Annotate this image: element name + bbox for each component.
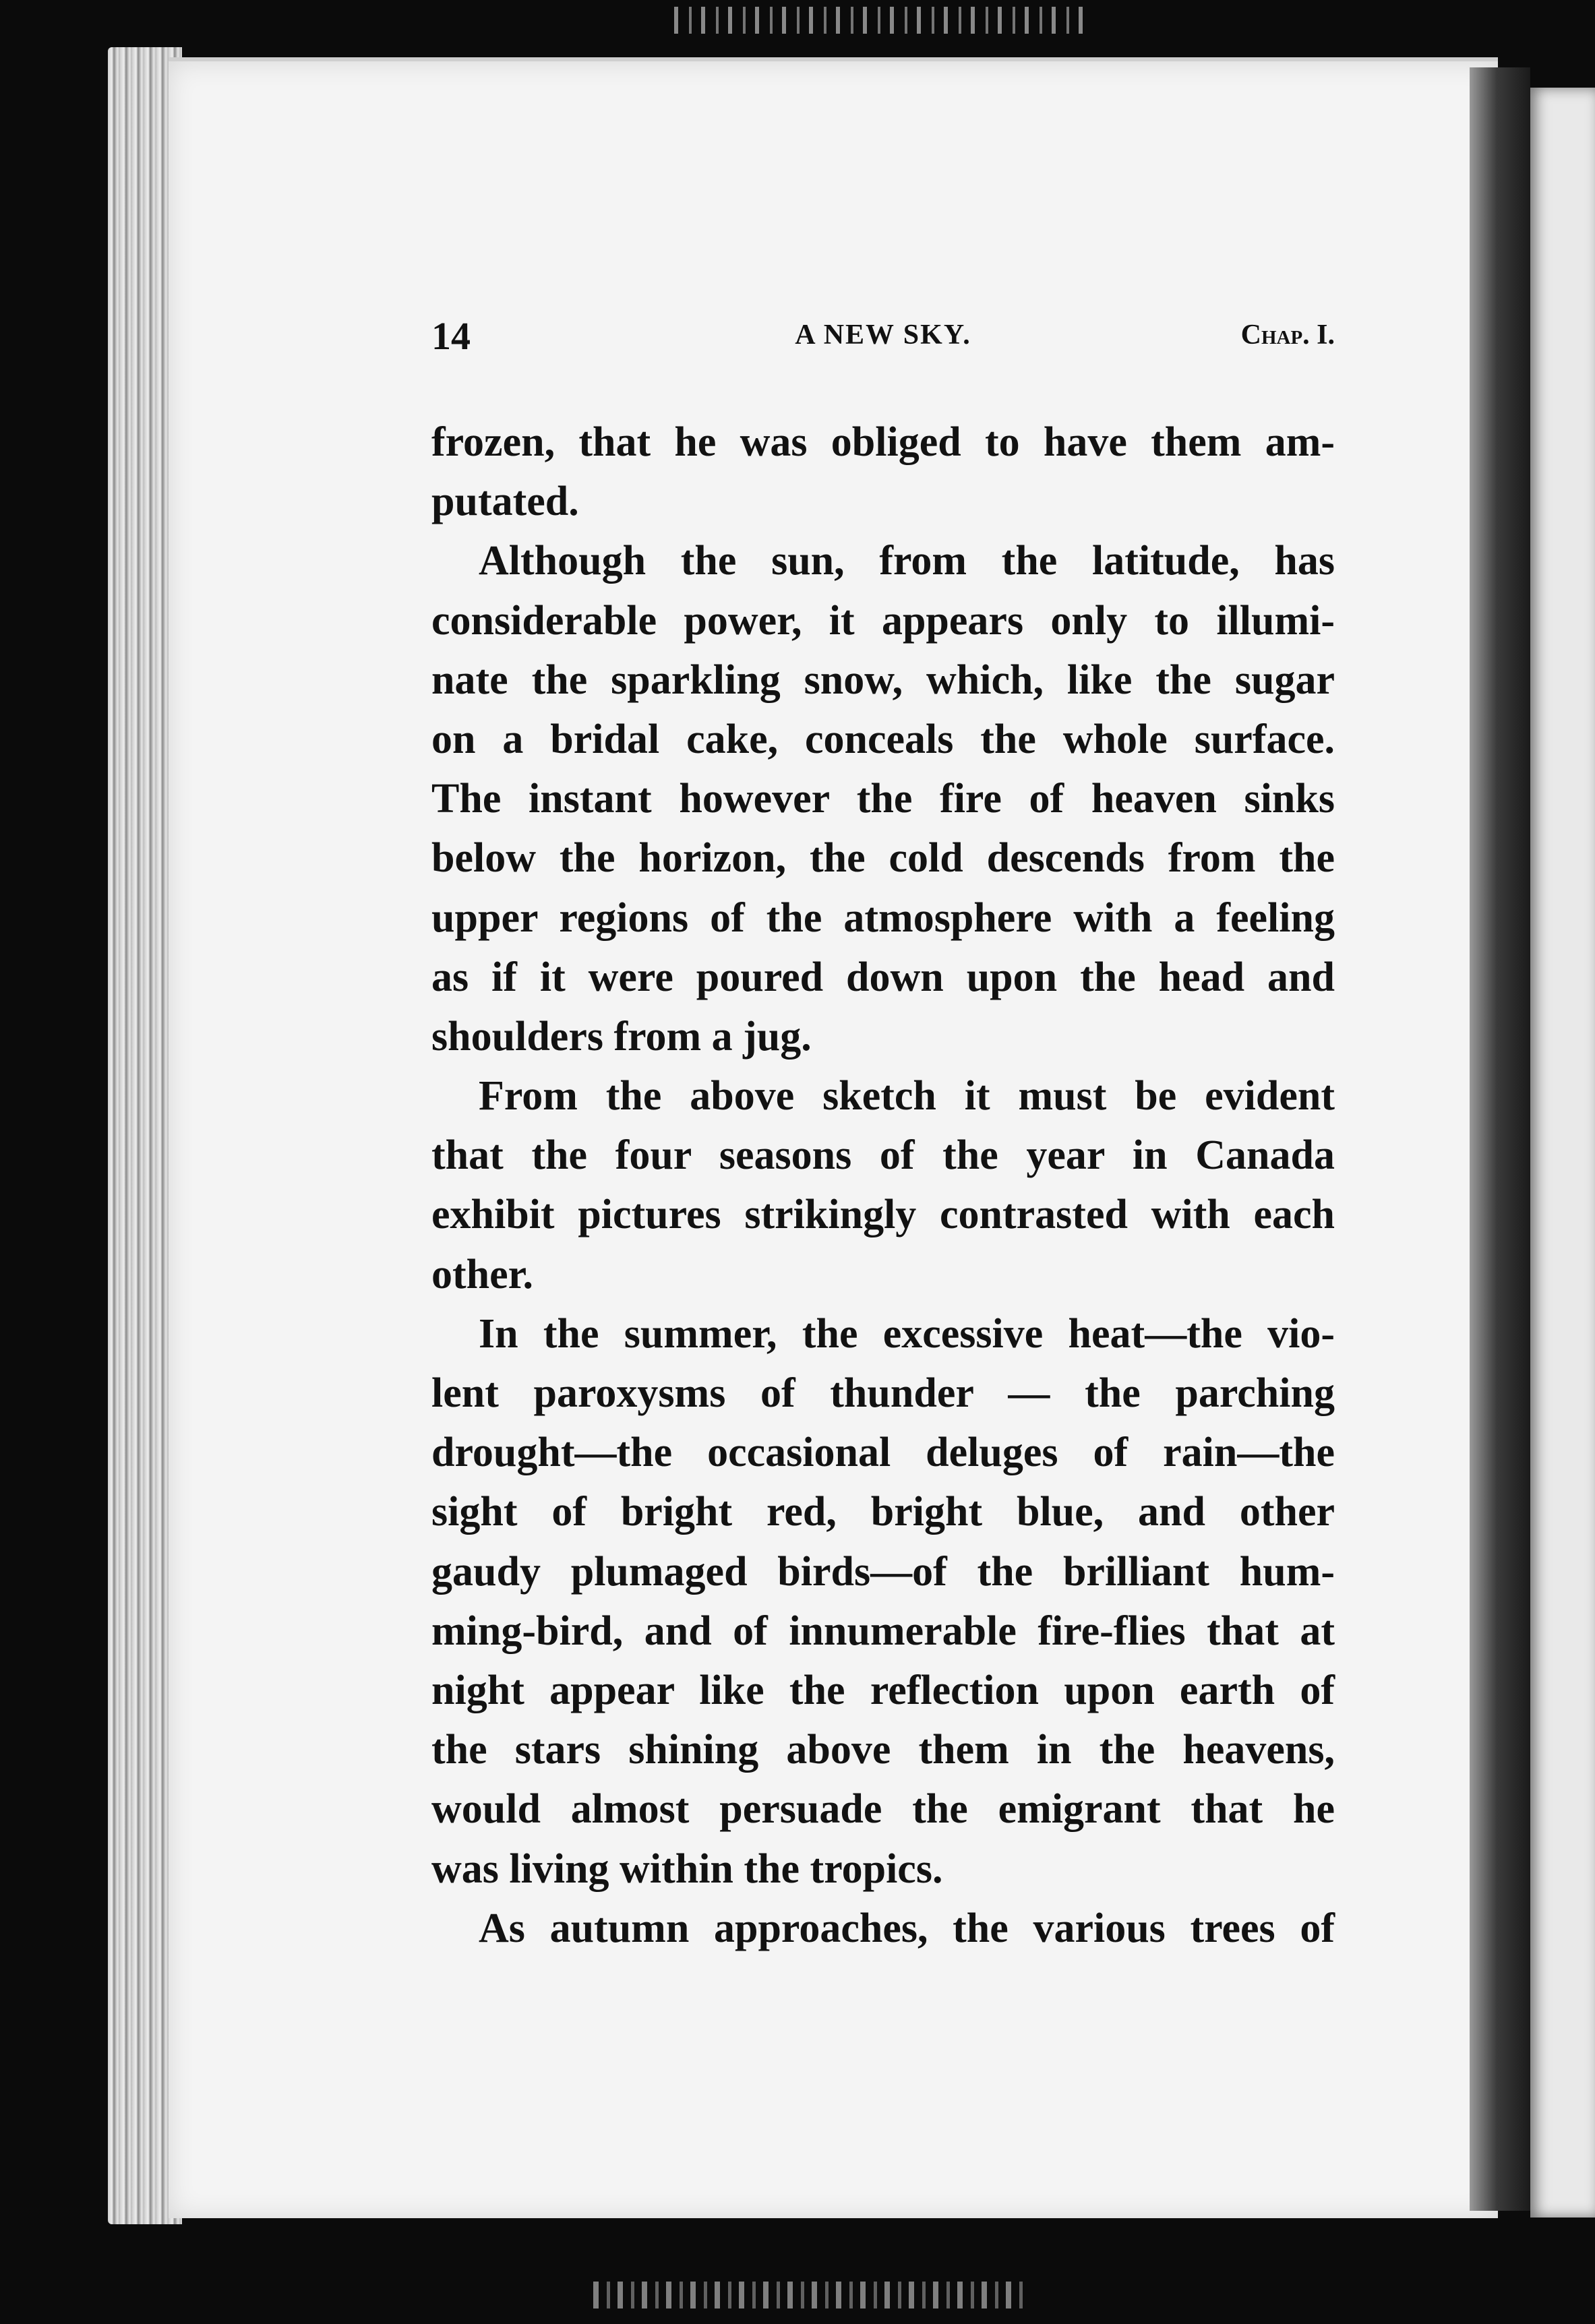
- text-line: would almost persuade the emigrant that he: [431, 1786, 1335, 1833]
- running-header: [431, 313, 1335, 361]
- text-line: sight of bright red, bright blue, and other: [431, 1489, 1335, 1535]
- text-line: Although the sun, from the latitude, has: [479, 538, 1335, 584]
- running-title: A NEW SKY.: [795, 319, 971, 350]
- text-line: below the horizon, the cold descends from the: [431, 835, 1335, 882]
- text-line: exhibit pictures strikingly contrasted with each: [431, 1192, 1335, 1238]
- text-line: In the summer, the excessive heat—the vio-: [479, 1310, 1335, 1357]
- text-line: putated.: [431, 479, 579, 525]
- text-line: on a bridal cake, conceals the whole surface.: [431, 716, 1335, 762]
- page-number: 14: [431, 314, 471, 358]
- chapter-label: Chap. I.: [1240, 319, 1335, 350]
- scan-artifact-top: [674, 7, 1092, 34]
- text-line: lent paroxysms of thunder — the parching: [431, 1370, 1335, 1416]
- text-line: considerable power, it appears only to illumi-: [431, 597, 1335, 644]
- text-line: other.: [431, 1251, 533, 1297]
- book-gutter: [1470, 67, 1530, 2211]
- text-line: was living within the tropics.: [431, 1845, 943, 1892]
- text-line: night appear like the reflection upon earth of: [431, 1667, 1335, 1713]
- text-line: frozen, that he was obliged to have them am-: [431, 419, 1335, 465]
- text-line: ming-bird, and of innumerable fire-flies that at: [431, 1608, 1335, 1654]
- scan-artifact-bottom: [593, 2282, 1025, 2308]
- text-line: shoulders from a jug.: [431, 1013, 812, 1060]
- text-line: gaudy plumaged birds—of the brilliant hum-: [431, 1548, 1335, 1595]
- text-line: upper regions of the atmosphere with a feeling: [431, 894, 1335, 941]
- text-line: drought—the occasional deluges of rain—the: [431, 1430, 1335, 1476]
- text-line: As autumn approaches, the various trees of: [479, 1905, 1335, 1951]
- text-line: as if it were poured down upon the head and: [431, 954, 1335, 1000]
- text-line: nate the sparkling snow, which, like the sugar: [431, 656, 1335, 703]
- text-line: From the above sketch it must be evident: [479, 1073, 1335, 1120]
- text-line: The instant however the fire of heaven sinks: [431, 776, 1335, 822]
- text-line: the stars shining above them in the heavens,: [431, 1727, 1335, 1773]
- body-text: [431, 412, 1335, 1958]
- text-line: that the four seasons of the year in Canada: [431, 1132, 1335, 1179]
- facing-page-edge: [1530, 88, 1595, 2218]
